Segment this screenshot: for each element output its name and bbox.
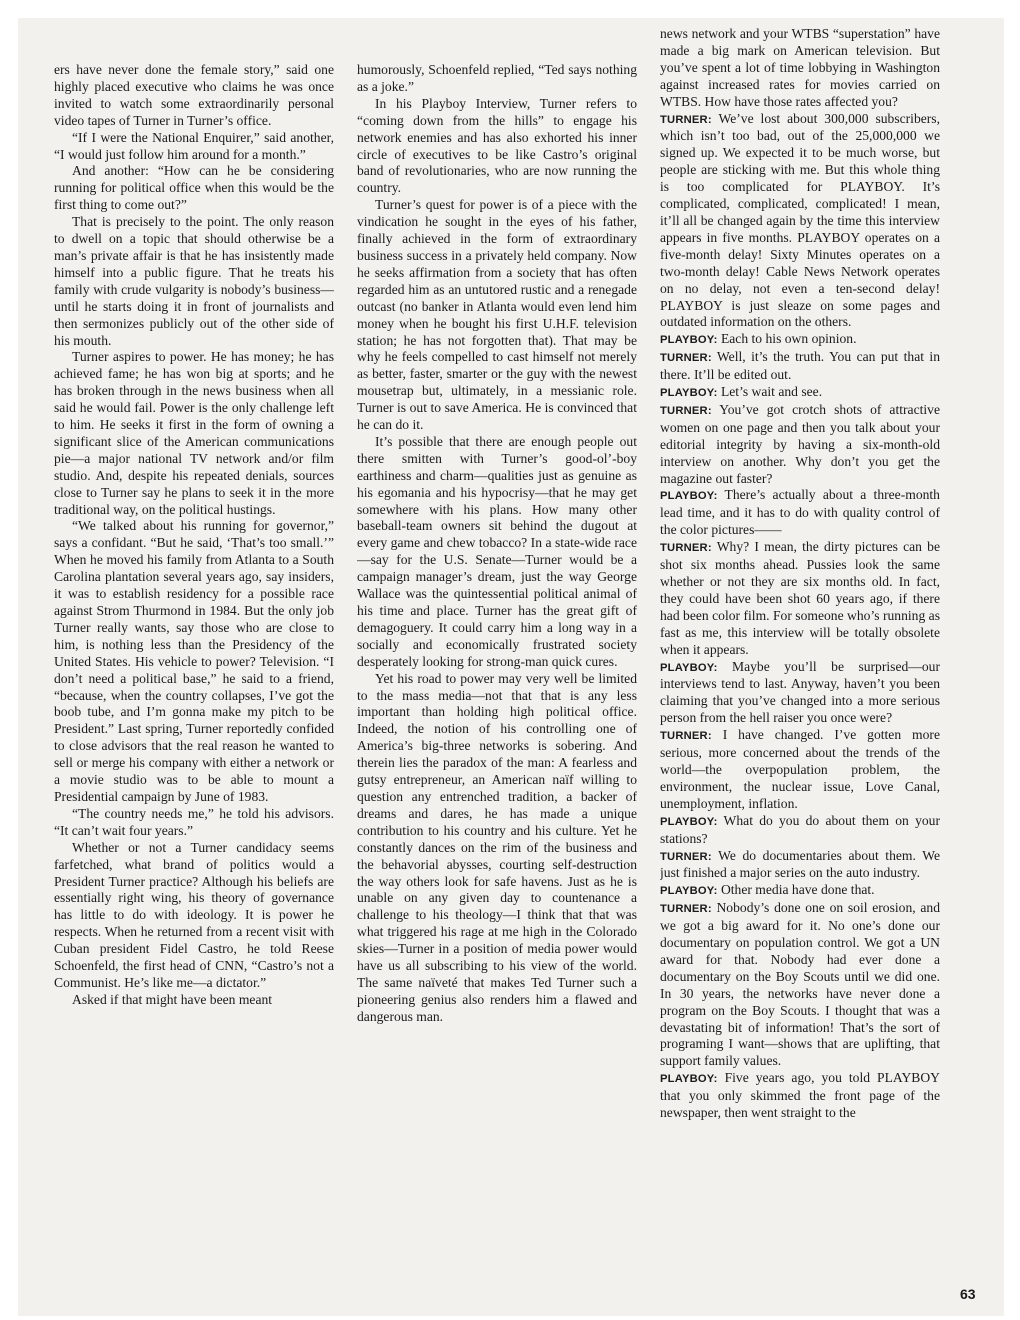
interview-exchange <box>660 26 940 111</box>
article-paragraph: humorously, Schoenfeld replied, “Ted says nothing as a joke.” <box>357 62 637 94</box>
speaker-label: PLAYBOY: <box>660 490 718 503</box>
speaker-label: PLAYBOY: <box>660 661 718 674</box>
text-columns <box>54 26 940 1302</box>
interview-text: You’ve got crotch shots of attractive women on one page and then you talk about your editorial integrity by having a six-month-old interview on another. Why don’t you get the magazine out faster? <box>660 401 940 486</box>
interview-exchange <box>660 727 940 813</box>
interview-column-right <box>660 26 940 1302</box>
article-paragraph: It’s possible that there are enough people out there smitten with Turner’s good-ol’-boy earthiness and charm—qualities just as genuine as his egomania and his hypocrisy—that he may get somewhere with his plans. How many other baseball-team owners sit behind the dugout at every game and chew tobacco? In a state-wide race—say for the U.S. Senate—Turner would be a campaign manager’s dream, just the way George Wallace was the quintessential political animal of his time and place. Turner has the great gift of demagoguery. It could carry him a long way in a socially and economically frustrated society desperately looking for strong-man quick cures. <box>357 433 637 669</box>
speaker-label: PLAYBOY: <box>660 334 718 347</box>
interview-text: Nobody’s done one on soil erosion, and we got a big award for it. No one’s done our documentary on population control. We got a UN award for that. Nobody had ever done a documentary on the Boy Scouts until we did one. In 30 years, the networks have never done a program on the Boy Scouts. I thought that was a devastating bit of information! That’s the sort of programing I want—shows that are uplifting, that support family values. <box>660 900 940 1069</box>
interview-text: I have changed. I’ve gotten more serious, more concerned about the trends of the world—the overpopulation problem, the environment, the nuclear issue, Love Canal, unemployment, inflation. <box>660 727 940 811</box>
article-paragraph: “The country needs me,” he told his advisors. “It can’t wait four years.” <box>54 805 334 838</box>
article-paragraph: “If I were the National Enquirer,” said another, “I would just follow him around for a month.” <box>54 129 334 162</box>
speaker-label: TURNER: <box>660 730 712 743</box>
interview-text: What do you do about them on your stations? <box>660 812 940 846</box>
article-paragraph: Asked if that might have been meant <box>72 991 273 1007</box>
article-paragraph: Turner’s quest for power is of a piece with the vindication he sought in the eyes of his father, finally achieved in the form of extraordinary business success in a privately held company. Now he seeks affirmation from a society that has often regarded him as an untutored rustic and a renegade outcast (no banker in Atlanta would even lend him money when he bought his first U.H.F. television station; he has not forgotten that). That may be why he feels compelled to cast himself not merely as better, faster, smarter or the guy with the newest mousetrap but, ultimately, in a messianic role. Turner is out to save America. He is convinced that he can do it. <box>357 197 637 433</box>
speaker-label: TURNER: <box>660 404 712 417</box>
interview-text: Maybe you’ll be surprised—our interviews tend to last. Anyway, haven’t you been claiming that you’ve changed into a more serious person from the hell raiser you once were? <box>660 658 940 726</box>
speaker-label: PLAYBOY: <box>660 885 718 898</box>
interview-text: Each to his own opinion. <box>720 331 857 347</box>
interview-text: There’s actually about a three-month lead time, and it has to do with quality control of the color pictures—— <box>660 487 940 538</box>
speaker-label: TURNER: <box>660 903 712 916</box>
article-paragraph: And another: “How can he be considering running for political office when this would be the first thing to come out?” <box>54 163 334 213</box>
article-column-middle <box>357 62 637 1302</box>
interview-exchange <box>660 384 940 402</box>
article-paragraph: “We talked about his running for governor,” says a confidant. “But he said, ‘That’s too small.’” When he moved his family from Atlanta to a South Carolina plantation several years ago, say insiders, it was to establish residency for a possible race against Strom Thurmond in 1984. But the only job Turner really wants, say those who are close to him, is nothing less than the Presidency of the United States. His vehicle to power? Television. “I don’t need a political base,” he said to a friend, “because, when the country collapses, I’ve got the boob tube, and I’m gonna make my pitch to be President.” Last spring, Turner reportedly confided to close advisors that the real reason he wanted to sell or merge his company with either a network or a movie studio was to be able to mount a Presidential campaign by June of 1983. <box>54 518 334 804</box>
article-paragraph: Yet his road to power may very well be limited to the mass media—not that that is any less important than holding high political office. Indeed, the notion of his controlling one of America’s big-three networks is sobering. And therein lies the paradox of the man: A fearless and gutsy entrepreneur, an American naïf willing to question any entrenched tradition, a backer of dreams and dares, he has made a unique contribution to his country and his culture. Yet he constantly dances on the rim of the business and the behavorial abysses, courting self-destruction the way others look for safe havens. Just as he is unable on any given day to countenance a challenge to his theology—I think that that was what triggered his rage at me high in the Colorado skies—Turner in a position of media power would have us all subscribing to his view of the world. The same naïveté that makes Ted Turner such a pioneering genius also renders him a flawed and dangerous man. <box>357 670 637 1024</box>
article-paragraph: Turner aspires to power. He has money; he has achieved fame; he has won big at sports; and he has broken through in the news business when all said he would fail. Power is the only challenge left to him. He seeks it first in the form of owning a significant slice of the American communications pie—a major national TV network and/or film studio. And, despite his repeated denials, sources close to Turner say he plans to seek it in the more traditional way, on the political hustings. <box>54 349 334 517</box>
interview-text: We do documentaries about them. We just finished a major series on the auto industry. <box>660 847 940 881</box>
interview-text: Why? I mean, the dirty pictures can be shot six months ahead. Pussies look the same whether or not they are six months old. In fact, they could have been shot 60 years ago, if there had been color film. For someone who’s running as fast as me, this interview will be totally obsolete when it appears. <box>660 539 940 657</box>
magazine-page <box>18 18 1004 1316</box>
interview-text: We’ve lost about 300,000 subscribers, which isn’t too bad, out of the 25,000,000 we signed up. We expected it to be much worse, but people are sticking with me. But this whole thing is too complicated for PLAYBOY. It’s complicated, complicated, complicated! I mean, it’ll all be changed again by the time this interview appears in five months. PLAYBOY operates on a five-month delay! Sixty Minutes operates on a two-month delay! Cable News Network operates on no delay, not even a ten-second delay! PLAYBOY is just sleaze on some pages and outdated information on the others. <box>660 110 940 330</box>
article-paragraph: In his Playboy Interview, Turner refers to “coming down from the hills” to engage his network enemies and has also exhorted his inner circle of executives to be like Castro’s original band of revolutionaries, who are now running the country. <box>357 95 637 196</box>
article-paragraph: Whether or not a Turner candidacy seems farfetched, what brand of politics would a President Turner practice? Although his beliefs are essentially right wing, his theory of governance has little to do with ideology. It is power he respects. When he returned from a recent visit with Cuban president Fidel Castro, he told Reese Schoenfeld, the first head of CNN, “Castro’s not a Communist. He’s like me—a dictator.” <box>54 839 334 990</box>
interview-exchange <box>660 349 940 384</box>
speaker-label: PLAYBOY: <box>660 1073 718 1086</box>
interview-exchange <box>660 882 940 900</box>
interview-text: news network and your WTBS “superstation” have made a big mark on American television. But you’ve spent a lot of time lobbying in Washington against increased rates for movies carried on WTBS. How have those rates affected you? <box>660 26 940 109</box>
speaker-label: TURNER: <box>660 850 712 863</box>
interview-exchange <box>660 659 940 728</box>
interview-text: Well, it’s the truth. You can put that in there. It’ll be edited out. <box>660 349 940 383</box>
article-column-left <box>54 62 334 1302</box>
interview-exchange <box>660 331 940 349</box>
page-number: 63 <box>960 1286 976 1302</box>
interview-text: Other media have done that. <box>720 882 875 898</box>
interview-text: Let’s wait and see. <box>720 384 823 400</box>
interview-exchange <box>660 900 940 1070</box>
interview-exchange <box>660 539 940 658</box>
interview-exchange <box>660 111 940 332</box>
interview-exchange <box>660 813 940 848</box>
interview-exchange <box>660 402 940 488</box>
speaker-label: TURNER: <box>660 542 712 555</box>
speaker-label: TURNER: <box>660 113 712 126</box>
speaker-label: PLAYBOY: <box>660 815 718 828</box>
speaker-label: PLAYBOY: <box>660 387 718 400</box>
interview-text: Five years ago, you told PLAYBOY that you only skimmed the front page of the newspaper, then went straight to the <box>660 1070 940 1121</box>
article-paragraph: ers have never done the female story,” said one highly placed executive who claims he was once invited to watch some extraordinarily personal video tapes of Turner in Turner’s office. <box>54 62 334 128</box>
article-paragraph: That is precisely to the point. The only reason to dwell on a topic that should otherwise be a man’s private affair is that he has insistently made himself into a public figure. That he treats his family with crude vulgarity is nobody’s business—until he starts doing it in front of journalists and then sermonizes publicly out of the other side of his mouth. <box>54 214 334 348</box>
interview-exchange <box>660 1070 940 1122</box>
interview-exchange <box>660 848 940 883</box>
speaker-label: TURNER: <box>660 352 712 365</box>
interview-exchange <box>660 487 940 539</box>
